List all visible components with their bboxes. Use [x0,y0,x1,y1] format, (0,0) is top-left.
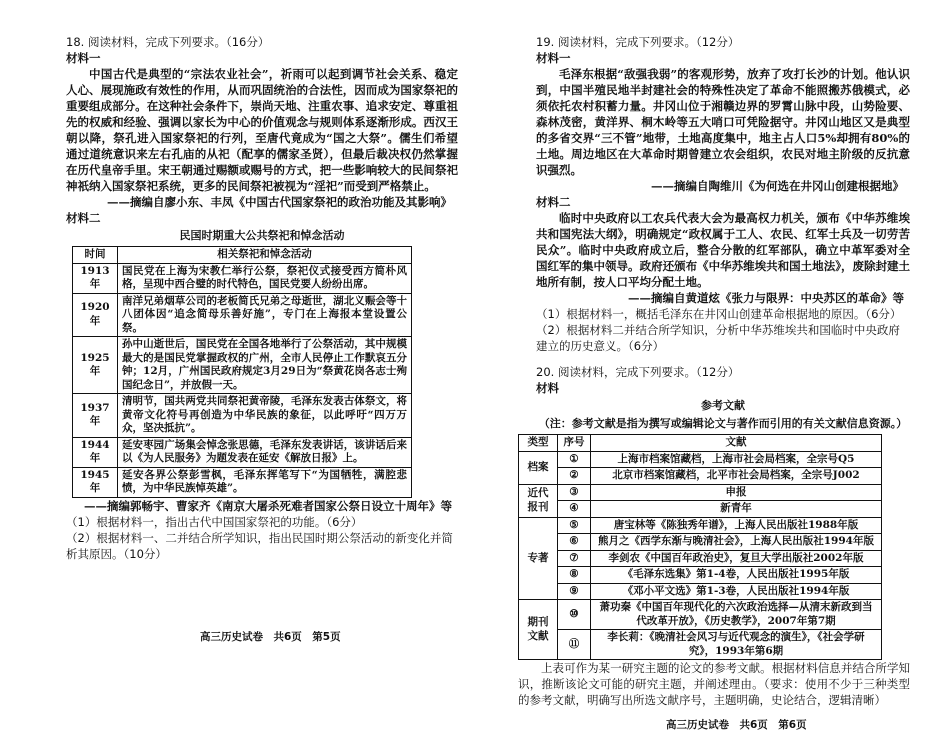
q18-material2-source: ——摘编郭畅宇、曹家齐《南京大屠杀死难者国家公祭日设立十周年》等 [84,498,452,513]
table-row [519,534,882,551]
q18-question2: （2）根据材料一、二并结合所学知识，指出民国时期公祭活动的新变化并简析其原因。（10分） [66,530,453,561]
q19-material1-source: ——摘编自陶维川《为何选在井冈山创建根据地》 [651,179,904,193]
type-cell: 档案 [519,451,558,484]
page6-footer: 高三历史试卷 共6页 第6页 [666,719,807,731]
number-cell: ⑤ [558,517,591,534]
table-row [73,293,412,337]
number-cell: ⑥ [558,534,591,551]
number-cell: ③ [558,484,591,501]
year-cell: 1945年 [73,467,118,497]
number-cell: ⑦ [558,550,591,567]
number-cell: ④ [558,501,591,518]
q18-title: 18. 阅读材料，完成下列要求。（16分） [66,35,270,49]
q18-table [72,246,412,498]
table-row [519,484,882,501]
table-row [73,394,412,438]
event-cell: 延安各界公祭彭雪枫，毛泽东挥笔写下“为国牺牲，满腔悲愤，为中华民族悼英雄”。 [118,467,412,497]
year-cell: 1913年 [73,263,118,293]
table-header: 文献 [591,435,882,452]
event-cell: 国民党在上海为宋教仁举行公祭，祭祀仪式接受西方简朴风格，呈现中西合璧的时代特色，国民党要人纷纷出席。 [118,263,412,293]
table-row [519,451,882,468]
q18-question1: （1）根据材料一，指出古代中国国家祭祀的功能。（6分） [66,514,363,529]
table-header: 相关祭祀和悼念活动 [118,247,412,264]
q19-material2-source: ——摘编自黄道炫《张力与限界：中央苏区的革命》等 [628,291,904,305]
number-cell: ⑪ [558,630,591,660]
q20-title: 20. 阅读材料，完成下列要求。（12分） [536,365,740,379]
table-header: 类型 [519,435,558,452]
page-6 [518,34,910,732]
type-cell: 近代报刊 [519,484,558,517]
year-cell: 1944年 [73,437,118,467]
q18-material1-source: ——摘编自廖小东、丰凤《中国古代国家祭祀的政治功能及其影响》 [107,195,452,209]
table-row [519,501,882,518]
q18-material2-label: 材料二 [66,211,101,225]
document-cell: 申报 [591,484,882,501]
table-row [73,263,412,293]
table-header: 时间 [73,247,118,264]
q20-table [518,434,882,660]
q19-title: 19. 阅读材料，完成下列要求。（12分） [536,35,740,49]
q18-material1-text: 中国古代是典型的“宗法农业社会”，祈雨可以起到调节社会关系、稳定人心、展现施政有效性的作用，从而巩固统治的合法性，因而成为国家祭祀的重要组成部分。在这种社会条件下，崇尚天地、注重农事、追求安定、尊重祖先的权威和经验、强调以家长为中心的价值观念与规则体系逐渐形成。西汉王朝以降，祭孔进入国家祭祀的行列，至唐代竟成为“国之大祭”。儒生们希望通过道统意识来左右孔庙的从祀（配享的儒家圣贤），但最后裁决权仍然掌握在历代皇帝手里。宋王朝通过赐额或赐号的方式，把一些影响较大的民间祭祀神祇纳入国家祭祀系统，更多的民间祭祀被视为“淫祀”而受到严格禁止。 [66,67,458,193]
table-row [519,567,882,584]
table-row [519,550,882,567]
q18-table-caption: 民国时期重大公共祭祀和悼念活动 [179,229,345,242]
table-row [519,600,882,630]
q20-table-note: （注：参考文献是指为撰写或编辑论文与著作而引用的有关文献信息资源。） [538,417,908,430]
year-cell: 1937年 [73,394,118,438]
table-row [519,583,882,600]
q19-material1-label: 材料一 [536,51,571,65]
event-cell: 延安枣园广场集会悼念张思德，毛泽东发表讲话，该讲话后来以《为人民服务》为题发表在延安《解放日报》上。 [118,437,412,467]
q19-question2: （2）根据材料二并结合所学知识，分析中华苏维埃共和国临时中央政府建立的历史意义。（6分） [536,323,900,353]
page5-footer: 高三历史试卷 共6页 第5页 [200,631,341,643]
number-cell: ② [558,468,591,485]
number-cell: ① [558,451,591,468]
number-cell: ⑧ [558,567,591,584]
table-row [73,437,412,467]
document-cell: 《邓小平文选》第1-3卷，人民出版社1994年版 [591,583,882,600]
q19-question1: （1）根据材料一，概括毛泽东在井冈山创建革命根据地的原因。（6分） [536,307,902,321]
year-cell: 1925年 [73,337,118,394]
table-row [519,468,882,485]
document-cell: 李长莉：《晚清社会风习与近代观念的演生》，《社会学研究》，1993年第6期 [591,630,882,660]
document-cell: 新青年 [591,501,882,518]
event-cell: 孙中山逝世后，国民党在全国各地举行了公祭活动，其中规模最大的是国民党掌握政权的广州，全市人民停止工作默哀五分钟；12月，广州国民政府规定3月29日为“祭黄花岗各志士殉国纪念日”，并放假一天。 [118,337,412,394]
page-5 [66,34,458,644]
q19-material2-text: 临时中央政府以工农兵代表大会为最高权力机关，颁布《中华苏维埃共和国宪法大纲》，明确规定“政权属于工人、农民、红军士兵及一切劳苦民众”。临时中央政府成立后，整合分散的红军部队，确立中革军委对全国红军的集中领导。政府还颁布《中华苏维埃共和国土地法》，废除封建土地所有制，按人口平均分配土地。 [536,211,910,289]
table-row [519,630,882,660]
event-cell: 清明节，国共两党共同祭祀黄帝陵，毛泽东发表古体祭文，将黄帝文化符号再创造为中华民族的象征，以此呼吁“四万万众，坚决抵抗”。 [118,394,412,438]
document-cell: 唐宝林等《陈独秀年谱》，上海人民出版社1988年版 [591,517,882,534]
number-cell: ⑨ [558,583,591,600]
q19-material1-text: 毛泽东根据“敌强我弱”的客观形势，放弃了攻打长沙的计划。他认识到，中国半殖民地半封建社会的特殊性决定了革命不能照搬苏俄模式，必须依托农村积蓄力量。井冈山位于湘赣边界的罗霄山脉中段，山势险要、森林茂密，黄洋界、桐木岭等五大哨口可凭险据守。井冈山地区又是典型的多省交界“三不管”地带，土地高度集中，地主占人口5%却拥有80%的土地。周边地区在大革命时期曾建立农会组织，农民对地主阶级的反抗意识强烈。 [536,67,910,177]
type-cell: 专著 [519,517,558,600]
document-cell: 熊月之《西学东渐与晚清社会》，上海人民出版社1994年版 [591,534,882,551]
table-row [73,337,412,394]
document-cell: 李剑农《中国百年政治史》，复旦大学出版社2002年版 [591,550,882,567]
table-row [519,517,882,534]
table-header: 序号 [558,435,591,452]
type-cell: 期刊文献 [519,600,558,660]
q20-material-label: 材料 [536,381,559,395]
q20-table-caption: 参考文献 [701,399,745,412]
q19-material2-label: 材料二 [536,195,571,209]
document-cell: 《毛泽东选集》第1-4卷，人民出版社1995年版 [591,567,882,584]
number-cell: ⑩ [558,600,591,630]
document-cell: 北京市档案馆藏档，北平市社会局档案，全宗号J002 [591,468,882,485]
q20-question: 上表可作为某一研究主题的论文的参考文献。根据材料信息并结合所学知识，推断该论文可能的研究主题，并阐述理由。（要求：使用不少于三种类型的参考文献，明确写出所选文献序号，主题明确，史论结合，逻辑清晰） [518,661,910,707]
event-cell: 南洋兄弟烟草公司的老板简氏兄弟之母逝世，湖北义赈会等十八团体因“追念简母乐善好施”，专门在上海报本堂设置公祭。 [118,293,412,337]
document-cell: 上海市档案馆藏档，上海市社会局档案，全宗号Q5 [591,451,882,468]
year-cell: 1920年 [73,293,118,337]
q18-material1-label: 材料一 [66,51,101,65]
document-cell: 萧功秦《中国百年现代化的六次政治选择—从清末新政到当代改革开放》，《历史教学》，2007年第7期 [591,600,882,630]
table-row [73,467,412,497]
